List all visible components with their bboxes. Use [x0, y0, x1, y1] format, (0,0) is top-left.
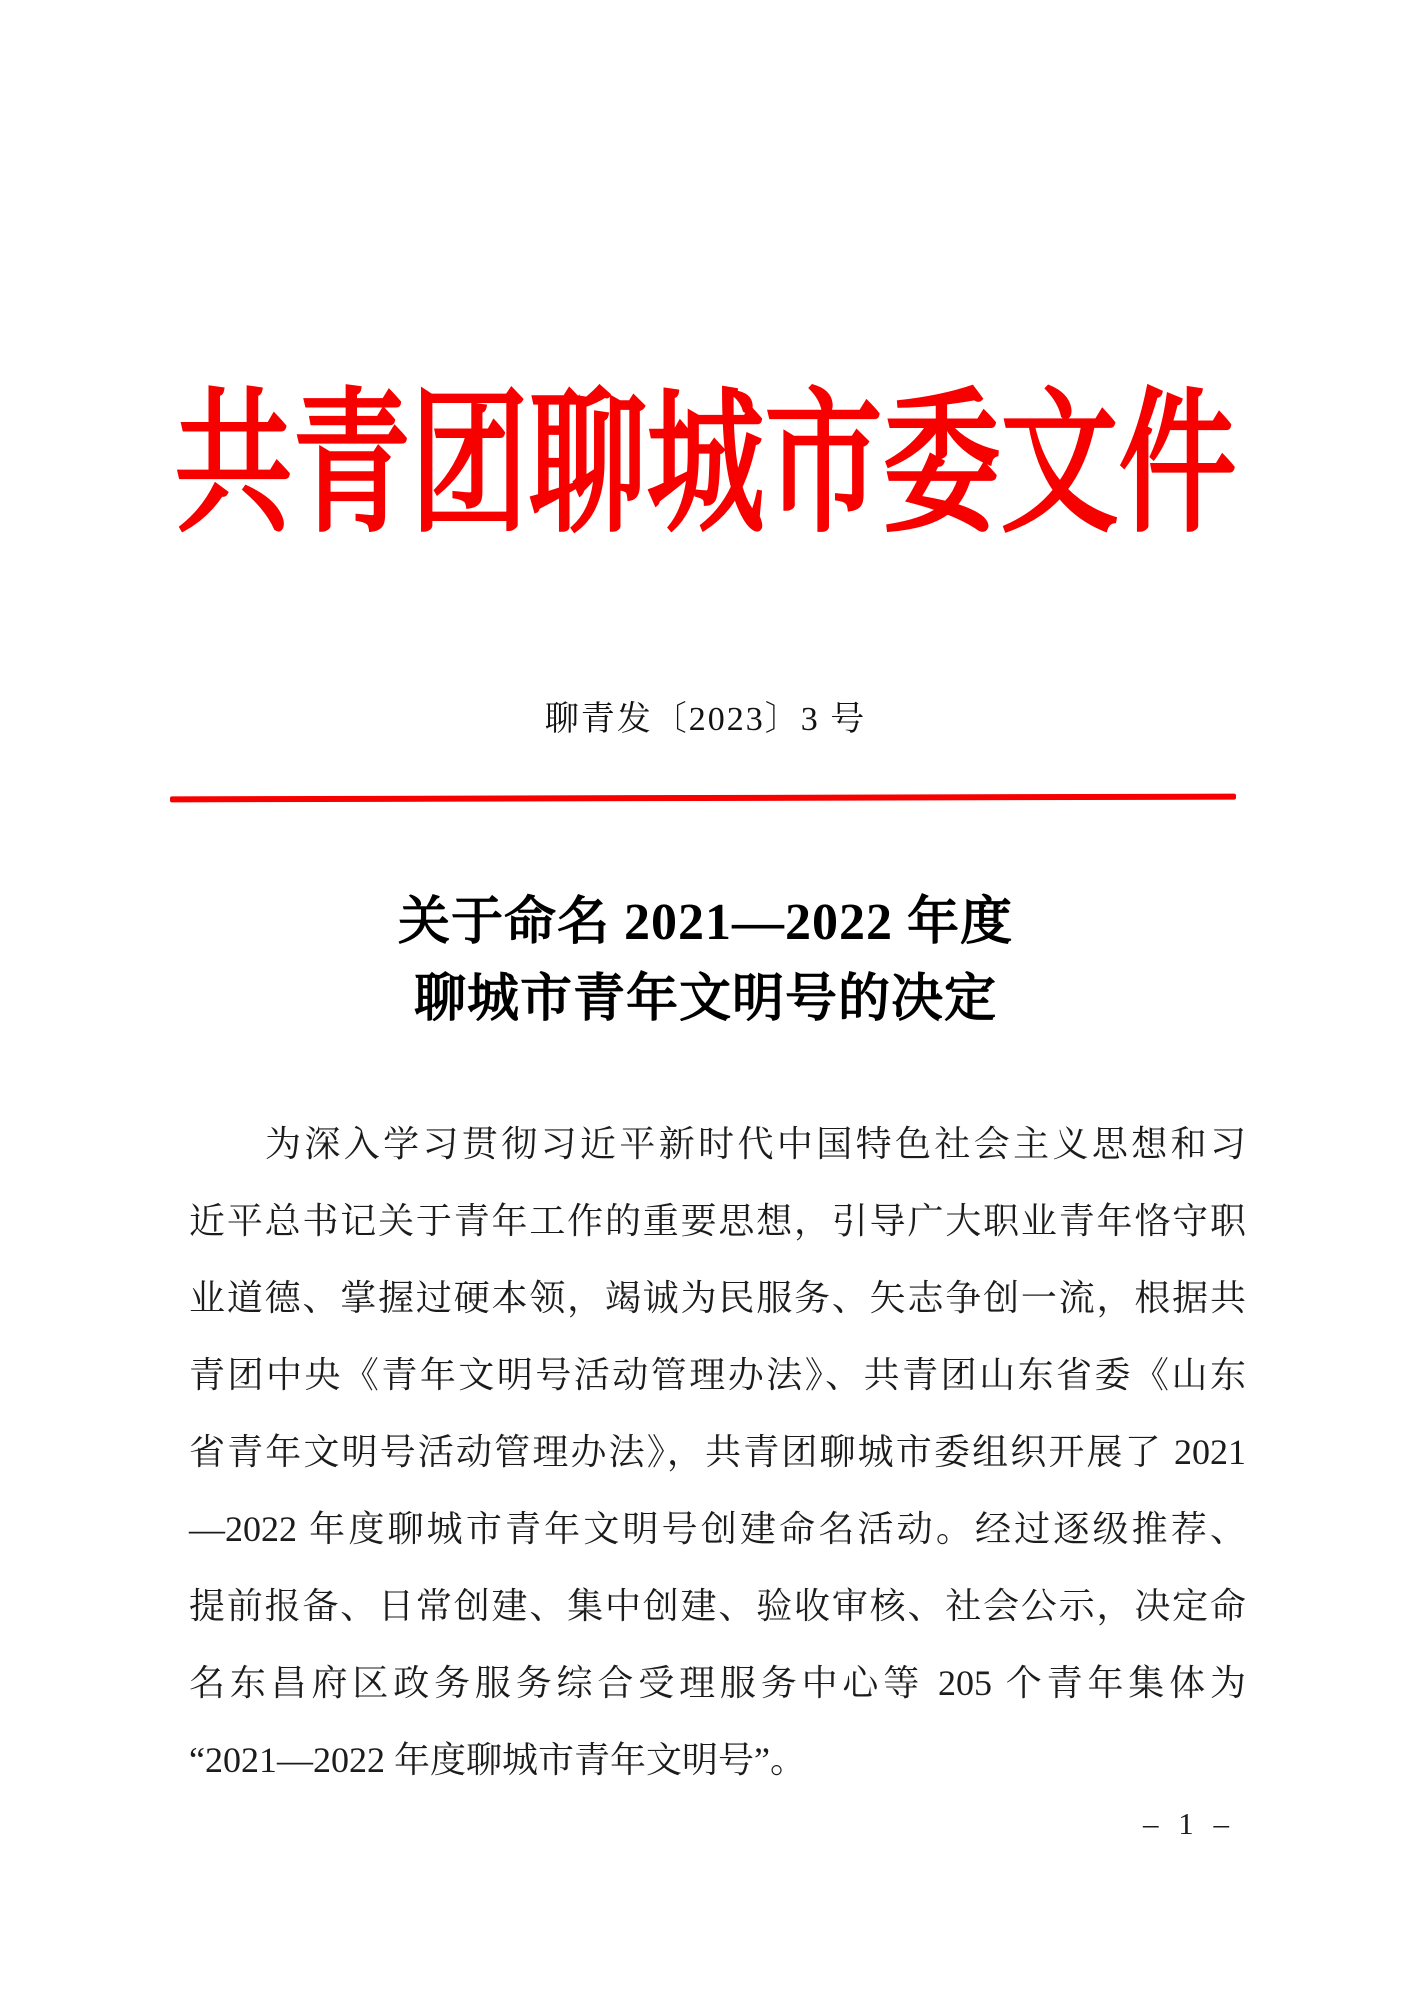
- body-line: “2021—2022 年度聊城市青年文明号”。: [189, 1740, 806, 1780]
- body-line: 业道德、掌握过硬本领，竭诚为民服务、矢志争创一流，根据共: [189, 1278, 1246, 1318]
- document-title-line2: 聊城市青年文明号的决定: [413, 971, 997, 1028]
- page-number: – 1 –: [1143, 1806, 1235, 1841]
- document-title-line1: 关于命名 2021—2022 年度: [397, 894, 1013, 951]
- red-divider-line: [170, 794, 1236, 803]
- red-header-org-title: 共青团聊城市委文件: [174, 378, 1237, 552]
- document-issue-number: 聊青发〔2023〕3 号: [544, 701, 867, 738]
- document-title: [0, 884, 1411, 1038]
- body-line: —2022 年度聊城市青年文明号创建命名活动。经过逐级推荐、: [189, 1509, 1246, 1549]
- body-line: 省青年文明号活动管理办法》，共青团聊城市委组织开展了 2021: [189, 1432, 1246, 1472]
- body-line: 近平总书记关于青年工作的重要思想，引导广大职业青年恪守职: [189, 1201, 1246, 1241]
- body-line: 提前报备、日常创建、集中创建、验收审核、社会公示，决定命: [189, 1586, 1246, 1626]
- body-line: 为深入学习贯彻习近平新时代中国特色社会主义思想和习: [265, 1124, 1246, 1164]
- body-line: 青团中央《青年文明号活动管理办法》、共青团山东省委《山东: [189, 1355, 1246, 1395]
- document-body-paragraph: [189, 1106, 1246, 1799]
- body-line: 名东昌府区政务服务综合受理服务中心等 205 个青年集体为: [189, 1663, 1246, 1703]
